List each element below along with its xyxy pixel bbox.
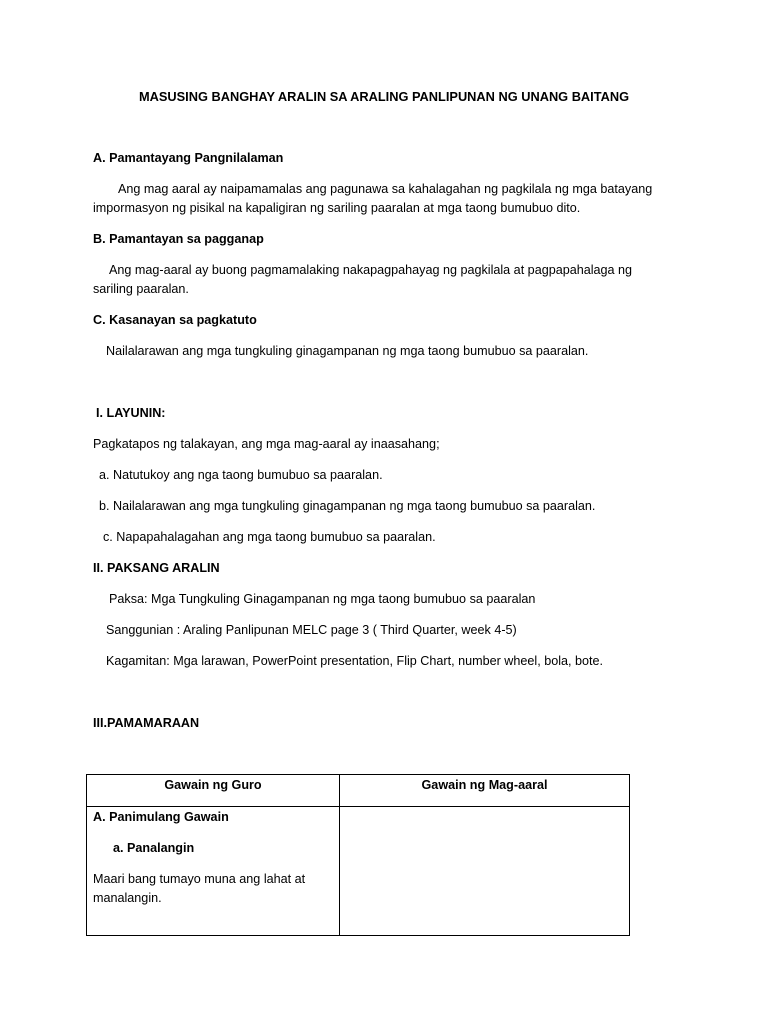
pamamaraan-heading: III.PAMAMARAAN <box>93 716 200 730</box>
panalangin-subheading: a. Panalangin <box>113 841 195 855</box>
panimulang-gawain-heading: A. Panimulang Gawain <box>93 810 229 824</box>
section-b-line1: Ang mag-aaral ay buong pagmamalaking nakapagpahayag ng pagkilala at pagpapahalaga ng <box>109 263 633 277</box>
section-a-line1: Ang mag aaral ay naipamamalas ang pagunawa sa kahalagahan ng pagkilala ng mga batayang <box>118 182 653 196</box>
sanggunian-line: Sanggunian : Araling Panlipunan MELC page 3 ( Third Quarter, week 4-5) <box>106 623 517 637</box>
layunin-intro: Pagkatapos ng talakayan, ang mga mag-aaral ay inaasahang; <box>93 437 440 451</box>
table-cell-guro <box>87 807 340 936</box>
section-b-line2: sariling paaralan. <box>93 282 189 296</box>
panalangin-text-line1: Maari bang tumayo muna ang lahat at <box>93 872 306 886</box>
section-b-heading: B. Pamantayan sa pagganap <box>93 232 264 246</box>
kagamitan-line: Kagamitan: Mga larawan, PowerPoint presentation, Flip Chart, number wheel, bola, bote. <box>106 654 604 668</box>
layunin-heading: I. LAYUNIN: <box>96 406 166 420</box>
document-title: MASUSING BANGHAY ARALIN SA ARALING PANLIPUNAN NG UNANG BAITANG <box>138 89 630 104</box>
table-cell-mag-aaral <box>340 807 630 936</box>
layunin-item-b: b. Nailalarawan ang mga tungkuling ginagampanan ng mga taong bumubuo sa paaralan. <box>99 499 596 513</box>
paksang-heading: II. PAKSANG ARALIN <box>93 561 220 575</box>
table-header-mag-aaral: Gawain ng Mag-aaral <box>340 775 630 807</box>
section-c-line1: Nailalarawan ang mga tungkuling ginagampanan ng mga taong bumubuo sa paaralan. <box>106 344 589 358</box>
layunin-item-a: a. Natutukoy ang nga taong bumubuo sa paaralan. <box>99 468 383 482</box>
section-a-heading: A. Pamantayang Pangnilalaman <box>93 151 284 165</box>
paksa-line: Paksa: Mga Tungkuling Ginagampanan ng mga taong bumubuo sa paaralan <box>109 592 536 606</box>
pamamaraan-table <box>86 774 630 936</box>
section-c-heading: C. Kasanayan sa pagkatuto <box>93 313 257 327</box>
panalangin-text-line2: manalangin. <box>93 891 162 905</box>
section-a-line2: impormasyon ng pisikal na kapaligiran ng sariling paaralan at mga taong bumubuo dito. <box>93 201 581 215</box>
layunin-item-c: c. Napapahalagahan ang mga taong bumubuo sa paaralan. <box>103 530 436 544</box>
table-header-guro: Gawain ng Guro <box>87 775 340 807</box>
